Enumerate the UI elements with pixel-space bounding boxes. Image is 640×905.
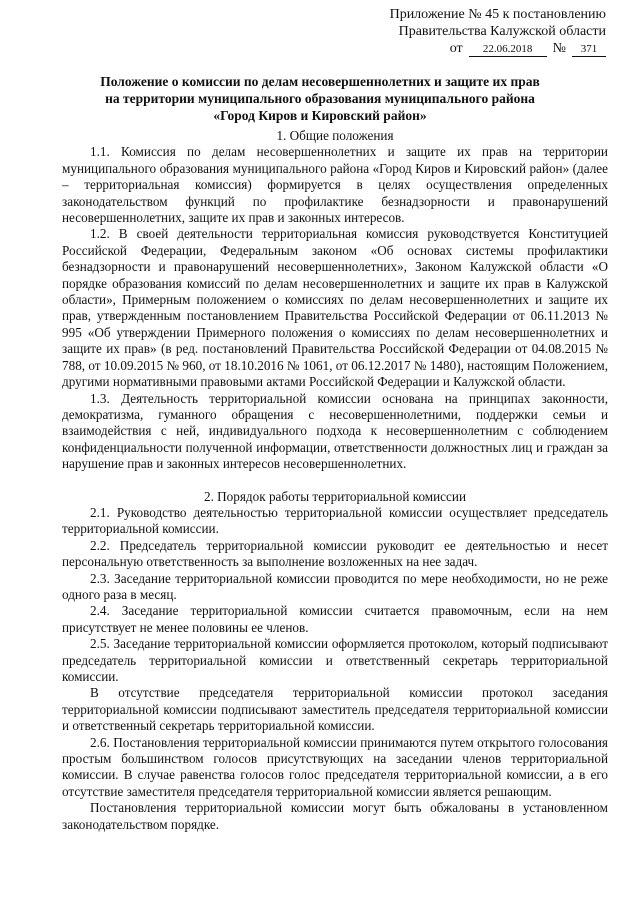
title-line-2: на территории муниципального образования муниципального района (105, 91, 535, 106)
paragraph-2-2: 2.2. Председатель территориальной комиссии руководит ее деятельностью и несет персональную ответственность за выполнение возложенных на нее задач. (62, 537, 608, 570)
paragraph-2-5-absence: В отсутствие председателя территориальной комиссии протокол заседания территориальной комиссии подписывают заместитель председателя территориальной комиссии и ответственный секретарь территориальной комиссии. (62, 685, 608, 734)
resolution-reference (376, 40, 606, 57)
paragraph-2-4: 2.4. Заседание территориальной комиссии считается правомочным, если на нем присутствует не менее половины ее членов. (62, 603, 608, 635)
paragraph-2-6: 2.6. Постановления территориальной комиссии принимаются путем открытого голосования простым большинством голосов присутствующих на заседании членов территориальной комиссии. В случае равенства голосов голос председателя территориальной комиссии, а в его отсутствие заместителя председателя территориальной комиссии является решающим. (62, 734, 608, 799)
number-label: № (552, 41, 566, 56)
paragraph-2-5: 2.5. Заседание территориальной комиссии оформляется протоколом, который подписывают председатель территориальной комиссии и ответственный секретарь территориальной комиссии. (62, 636, 608, 684)
from-label: от (449, 41, 463, 56)
issuer-name: Правительства Калужской области (398, 24, 606, 39)
section-2-heading: 2. Порядок работы территориальной комиссии (203, 488, 467, 504)
paragraph-1-2: 1.2. В своей деятельности территориальная комиссия руководствуется Конституцией Российской Федерации, Федеральным законом «Об основах системы профилактики безнадзорности и правонарушений несовершеннолетних», Законом Калужской области «О порядке образования комиссий по делам несовершеннолетних и защите их прав в Калужской области», Примерным положением о комиссиях по делам несовершеннолетних и защите их прав, утвержденным постановлением Правительства Российской Федерации от 06.11.2013 № 995 «Об утверждении Примерного положения о комиссиях по делам несовершеннолетних и защите их прав» (в ред. постановлений Правительства Российской Федерации от 04.08.2015 № 788, от 10.09.2015 № 960, от 18.10.2016 № 1061, от 06.12.2017 № 1480), настоящим Положением, другими нормативными правовыми актами Российской Федерации и Калужской области. (62, 226, 608, 390)
paragraph-2-3: 2.3. Заседание территориальной комиссии проводится по мере необходимости, но не реже одного раза в месяц. (62, 570, 608, 602)
resolution-date: 22.06.2018 (469, 43, 547, 57)
title-line-3: «Город Киров и Кировский район» (213, 108, 427, 123)
document-body (62, 128, 608, 833)
resolution-number: 371 (572, 43, 606, 57)
appendix-header (376, 6, 606, 57)
document-title (56, 73, 584, 124)
appendix-title: Приложение № 45 к постановлению (389, 7, 606, 22)
paragraph-2-6-appeal: Постановления территориальной комиссии могут быть обжалованы в установленном законодательством порядке. (62, 800, 608, 832)
paragraph-1-1: 1.1. Комиссия по делам несовершеннолетних и защите их прав на территории муниципального образования муниципального района «Город Киров и Кировский район» (далее – территориальная комиссия) формируется в целях осуществления определенных законодательством функций по профилактике безнадзорности и правонарушений несовершеннолетних, защите их прав и законных интересов. (62, 144, 608, 226)
paragraph-2-1: 2.1. Руководство деятельностью территориальной комиссии осуществляет председатель территориальной комиссии. (62, 504, 608, 537)
paragraph-1-3: 1.3. Деятельность территориальной комиссии основана на принципах законности, демократизма, гуманного обращения с несовершеннолетними, поддержки семьи и взаимодействия с ней, индивидуального подхода к несовершеннолетним с соблюдением конфиденциальности полученной информации, ответственности должностных лиц и граждан за нарушение прав и законных интересов несовершеннолетних. (62, 390, 608, 472)
section-1-heading: 1. Общие положения (276, 128, 394, 143)
title-line-1: Положение о комиссии по делам несовершеннолетних и защите их прав (100, 74, 540, 89)
